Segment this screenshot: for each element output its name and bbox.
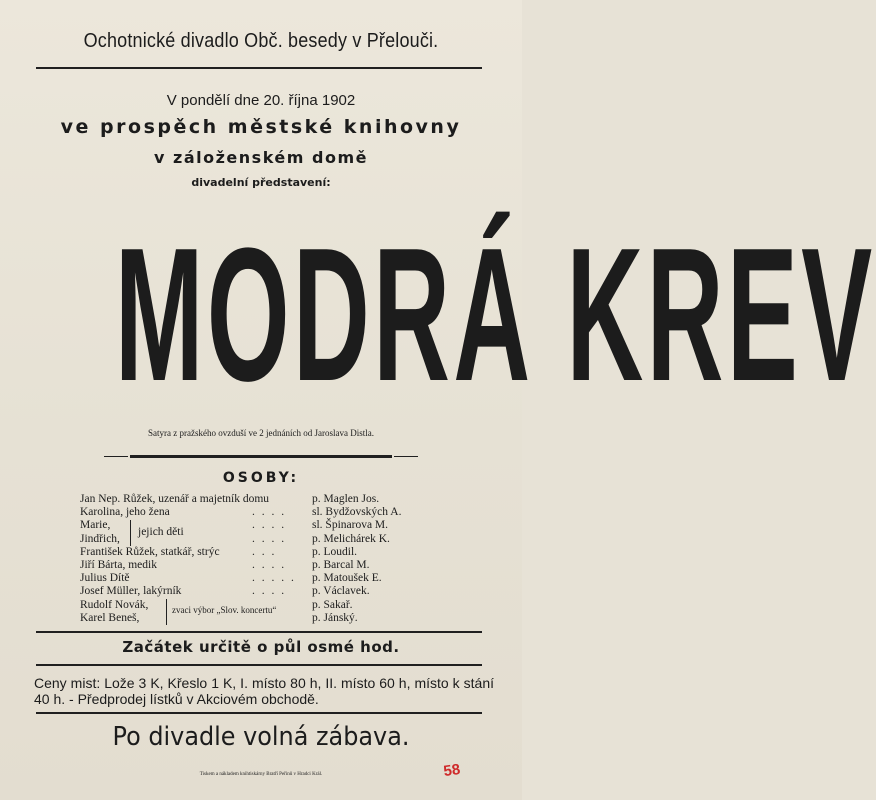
cast-role: Jiří Bárta, medik [80,558,157,571]
cast-row [80,493,440,506]
play-title: MODRÁ KREV [114,209,876,421]
ornament-rule-left [104,456,128,457]
date-line: V pondělí dne 20. října 1902 [166,92,356,109]
cast-role: Jan Nep. Růžek, uzenář a majetník domu [80,493,270,505]
cast-row [80,533,440,546]
cast-actor: p. Barcal M. [312,558,370,571]
start-time: Začátek určitě o půl osmé hod. [122,638,400,656]
printer-credit: Tiskem a nákladem knihtiskárny Bratří Peřinů v Hradci Král. [199,772,323,777]
play-description: Satyra z pražského ovzduší ve 2 jednáních od Jaroslava Distla. [148,428,374,438]
cast-row [80,559,440,572]
cast-actor: p. Loudil. [312,545,358,558]
start-rule-bottom [36,664,482,666]
library-stamp-mark [465,375,525,389]
purpose-line: ve prospěch městské knihovny [60,116,462,138]
venue-line: v záloženském domě [154,148,368,167]
children-note: jejich děti [138,526,184,538]
cast-role: Julius Dítě [80,572,130,585]
cast-dots: . . . . [252,585,287,598]
ornament-rule [130,455,392,458]
cast-role: František Růžek, statkář, strýc [80,545,220,558]
cast-actor: p. Václavek. [312,585,370,598]
cast-heading: OSOBY: [222,470,300,486]
cast-actor: p. Sakař. [312,598,353,611]
cast-list [80,493,440,625]
cast-dots: . . . . [252,506,287,519]
start-rule-top [36,631,482,633]
cast-actor: sl. Bydžovských A. [312,506,402,519]
cast-row [80,585,440,598]
cast-role: Josef Müller, lakýrník [80,585,182,598]
cast-role: Karel Beneš, [80,611,140,624]
cast-actor: p. Maglen Jos. [312,493,380,505]
cast-actor: sl. Špinarova M. [312,519,389,532]
cast-dots: . . . [252,545,277,558]
cast-role: Jindřich, [80,532,120,545]
catalog-stamp: 58 [442,760,462,781]
ticket-prices: Ceny mist: Lože 3 K, Křeslo 1 K, I. místo 80 h, II. místo 60 h, místo k stání 40 h. - Předprodej lístků v Akciovém obchodě. [34,675,494,707]
committee-note: zvaci výbor „Slov. koncertu“ [172,605,277,615]
cast-role: Rudolf Novák, [80,598,149,611]
cast-actor: p. Jánský. [312,611,358,624]
committee-brace [166,599,167,625]
cast-row [80,572,440,585]
cast-row [80,546,440,559]
cast-dots: . . . . [252,519,287,532]
organizer-heading: Ochotnické divadlo Obč. besedy v Přelouči. [83,30,439,52]
cast-role: Marie, [80,519,111,532]
prices-rule [36,712,482,714]
cast-dots: . . . . . [252,572,296,585]
cast-row [80,506,440,519]
cast-role: Karolina, jeho žena [80,506,170,519]
children-brace [130,520,131,546]
performance-subtitle: divadelní představení: [191,176,331,189]
cast-actor: p. Melichárek K. [312,532,390,545]
cast-dots: . . . . [252,532,287,545]
cast-row [80,519,440,532]
cast-dots: . . . . [252,558,287,571]
ornament-rule-right [394,456,418,457]
top-rule [36,67,482,69]
after-show-dance: Po divadle volná zábava. [112,722,410,752]
cast-actor: p. Matoušek E. [312,572,382,585]
